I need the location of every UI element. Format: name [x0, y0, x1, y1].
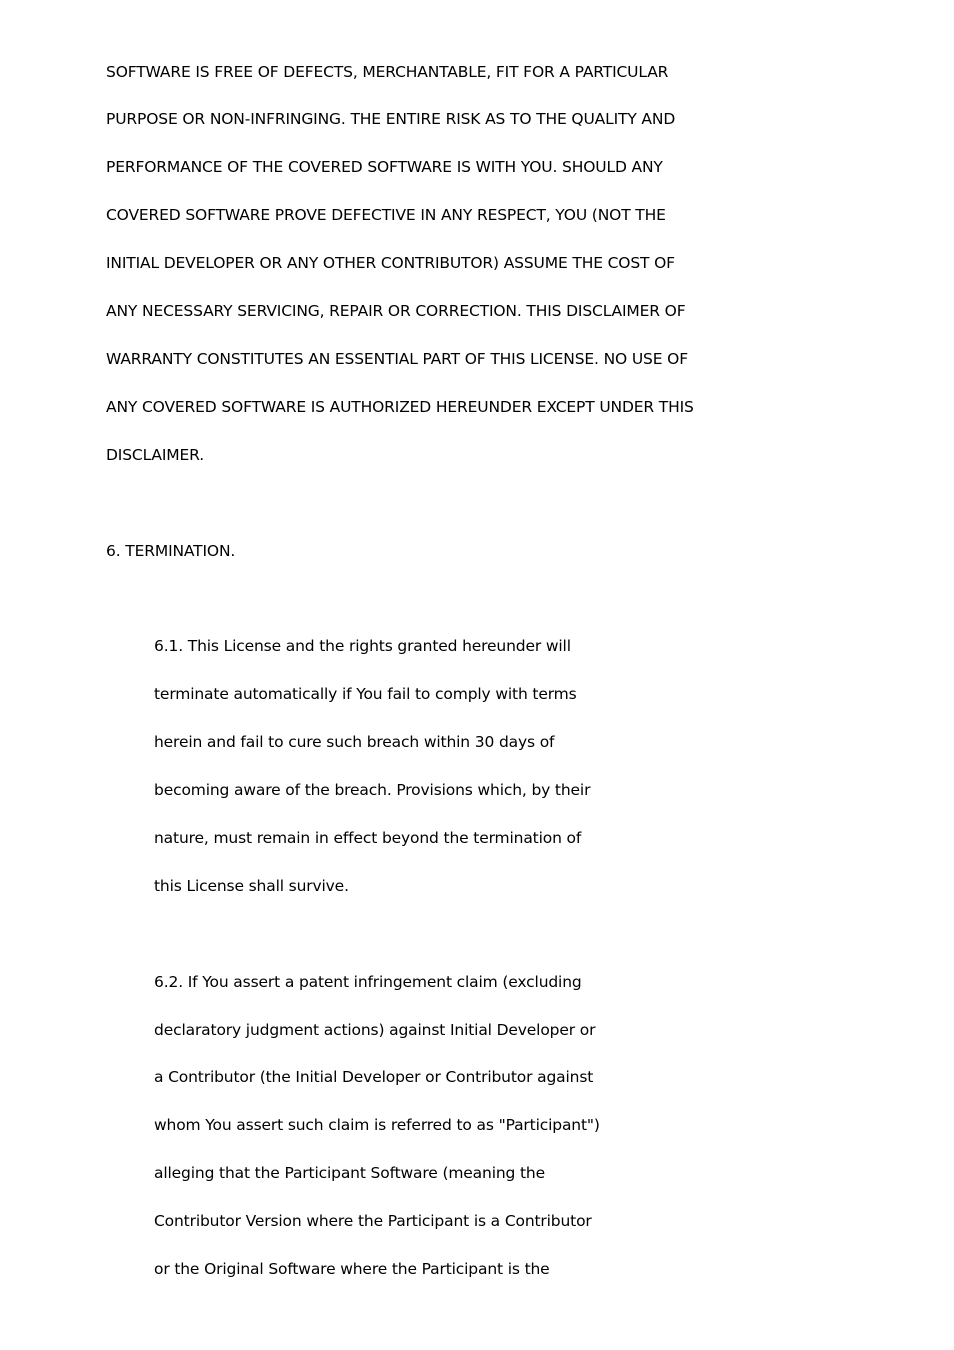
disclaimer-line: ANY NECESSARY SERVICING, REPAIR OR CORRECTION. THIS DISCLAIMER OF: [106, 302, 686, 320]
clause-6-2-line: whom You assert such claim is referred to as "Participant"): [154, 1116, 600, 1134]
clause-6-2-line: alleging that the Participant Software (meaning the: [154, 1164, 545, 1182]
clause-6-2-line: declaratory judgment actions) against Initial Developer or: [154, 1021, 596, 1039]
clause-6-2-line: a Contributor (the Initial Developer or Contributor against: [154, 1068, 594, 1086]
disclaimer-line: SOFTWARE IS FREE OF DEFECTS, MERCHANTABLE, FIT FOR A PARTICULAR: [106, 63, 669, 81]
disclaimer-line: INITIAL DEVELOPER OR ANY OTHER CONTRIBUTOR) ASSUME THE COST OF: [106, 254, 675, 272]
disclaimer-line: DISCLAIMER.: [106, 446, 204, 464]
disclaimer-line: PERFORMANCE OF THE COVERED SOFTWARE IS WITH YOU. SHOULD ANY: [106, 158, 663, 176]
section-heading: 6. TERMINATION.: [106, 542, 236, 560]
clause-6-1-line: terminate automatically if You fail to comply with terms: [154, 685, 577, 703]
disclaimer-line: COVERED SOFTWARE PROVE DEFECTIVE IN ANY RESPECT, YOU (NOT THE: [106, 206, 666, 224]
disclaimer-line: PURPOSE OR NON-INFRINGING. THE ENTIRE RISK AS TO THE QUALITY AND: [106, 110, 676, 128]
clause-6-1-line: 6.1. This License and the rights granted hereunder will: [154, 637, 571, 655]
clause-6-1-line: nature, must remain in effect beyond the termination of: [154, 829, 582, 847]
clause-6-1-line: becoming aware of the breach. Provisions which, by their: [154, 781, 591, 799]
disclaimer-line: WARRANTY CONSTITUTES AN ESSENTIAL PART OF THIS LICENSE. NO USE OF: [106, 350, 688, 368]
clause-6-2-line: or the Original Software where the Participant is the: [154, 1260, 550, 1278]
clause-6-1-line: herein and fail to cure such breach within 30 days of: [154, 733, 555, 751]
clause-6-1-line: this License shall survive.: [154, 877, 349, 895]
clause-6-2-line: 6.2. If You assert a patent infringement claim (excluding: [154, 973, 582, 991]
disclaimer-line: ANY COVERED SOFTWARE IS AUTHORIZED HEREUNDER EXCEPT UNDER THIS: [106, 398, 694, 416]
clause-6-2-line: Contributor Version where the Participant is a Contributor: [154, 1212, 592, 1230]
